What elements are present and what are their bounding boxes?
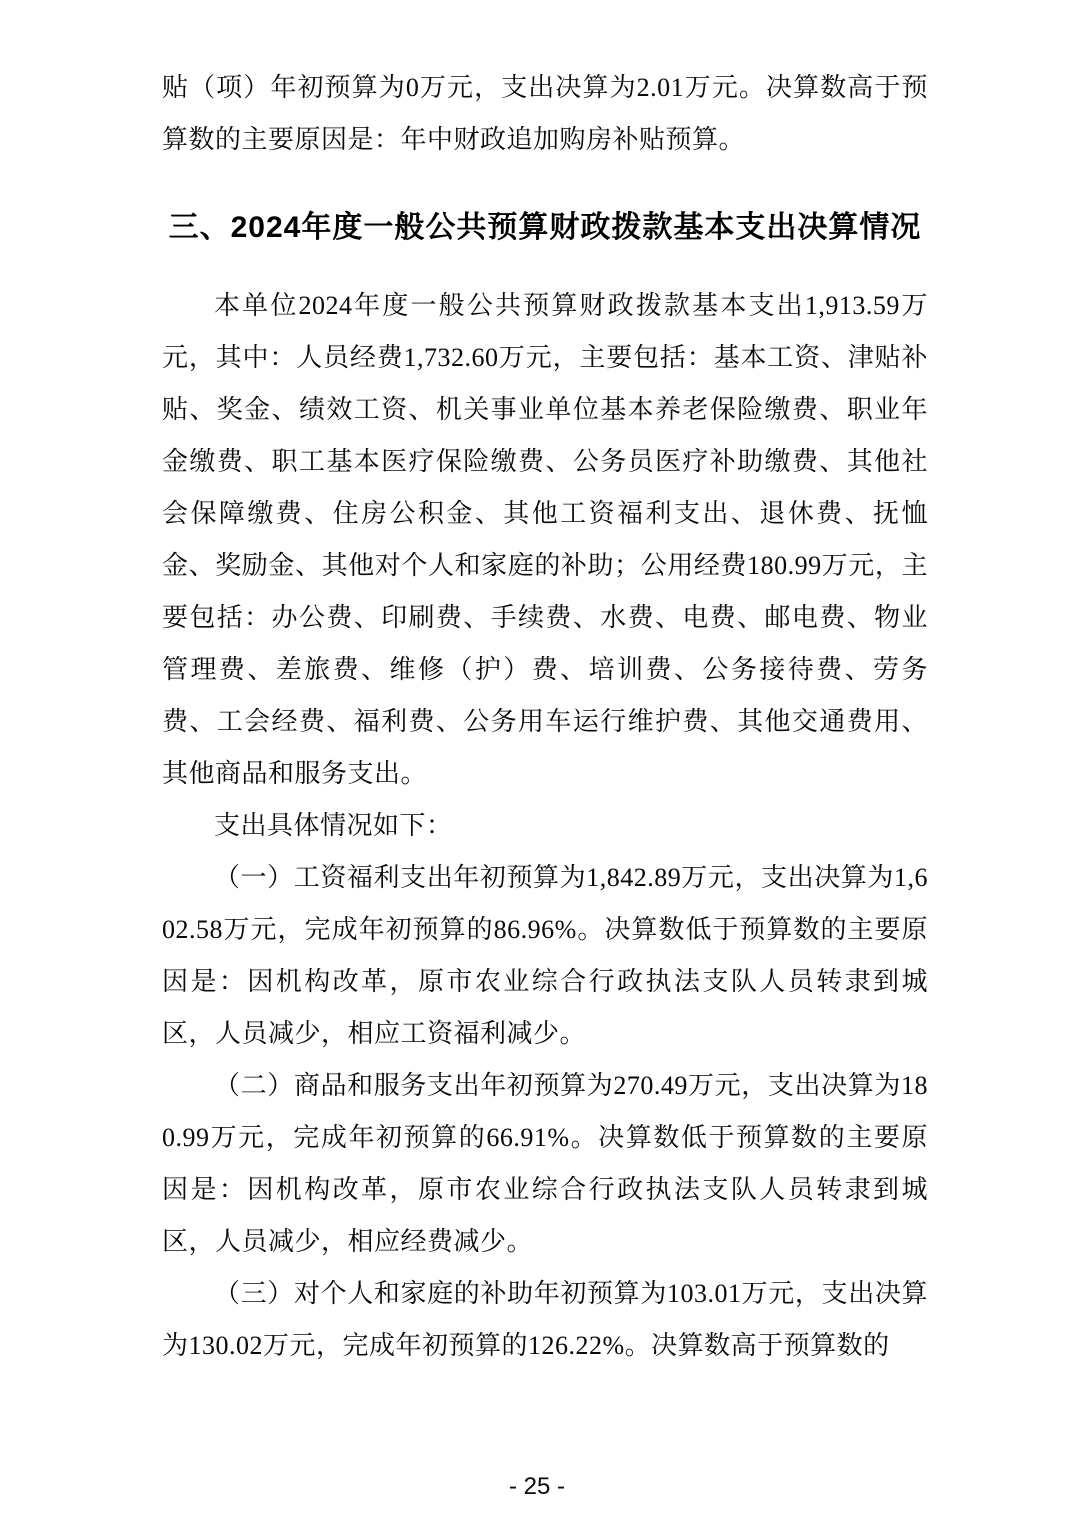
page-number: - 25 - xyxy=(508,1473,565,1500)
paragraph-basic-expenditure-summary: 本单位2024年度一般公共预算财政拨款基本支出1,913.59万元，其中：人员经费1,732.60万元，主要包括：基本工资、津贴补贴、奖金、绩效工资、机关事业单位基本养老保险缴费、职业年金缴费、职工基本医疗保险缴费、公务员医疗补助缴费、其他社会保障缴费、住房公积金、其他工资福利支出、退休费、抚恤金、奖励金、其他对个人和家庭的补助；公用经费180.99万元，主要包括：办公费、印刷费、手续费、水费、电费、邮电费、物业管理费、差旅费、维修（护）费、培训费、公务接待费、劳务费、工会经费、福利费、公务用车运行维护费、其他交通费用、其他商品和服务支出。 xyxy=(162,291,928,788)
section-heading: 三、2024年度一般公共预算财政拨款基本支出决算情况 xyxy=(168,211,922,244)
paragraph-item-1-wage-welfare: （一）工资福利支出年初预算为1,842.89万元，支出决算为1,602.58万元，完成年初预算的86.96%。决算数低于预算数的主要原因是：因机构改革，原市农业综合行政执法支队人员转隶到城区，人员减少，相应工资福利减少。 xyxy=(162,863,928,1048)
paragraph-intro-continuation: 贴（项）年初预算为0万元，支出决算为2.01万元。决算数高于预算数的主要原因是：年中财政追加购房补贴预算。 xyxy=(162,73,928,154)
document-content xyxy=(162,62,928,1372)
paragraph-item-2-goods-services: （二）商品和服务支出年初预算为270.49万元，支出决算为180.99万元，完成年初预算的66.91%。决算数低于预算数的主要原因是：因机构改革，原市农业综合行政执法支队人员转隶到城区，人员减少，相应经费减少。 xyxy=(162,1071,928,1256)
paragraph-item-3-individual-family: （三）对个人和家庭的补助年初预算为103.01万元，支出决算为130.02万元，完成年初预算的126.22%。决算数高于预算数的 xyxy=(162,1279,928,1360)
paragraph-detail-intro: 支出具体情况如下： xyxy=(214,811,453,840)
